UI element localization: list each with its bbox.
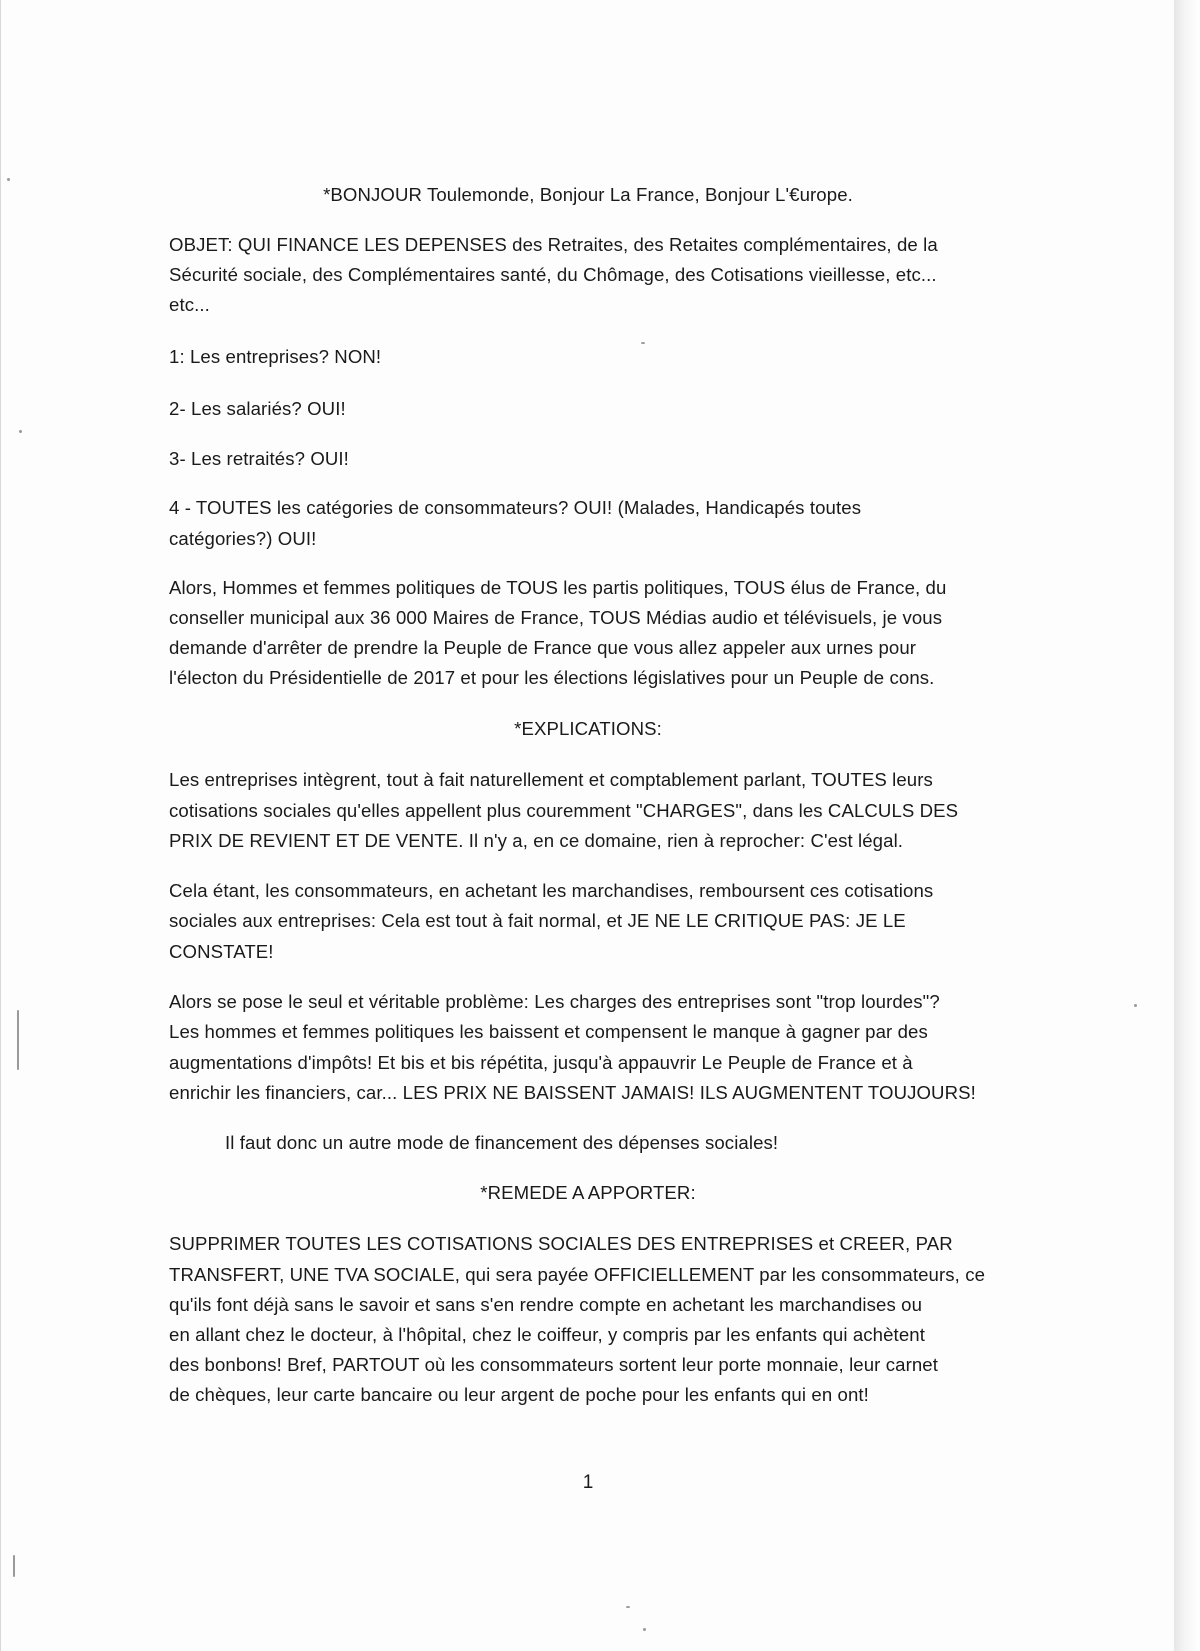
supprimer-line-1: SUPPRIMER TOUTES LES COTISATIONS SOCIALES DES ENTREPRISES et CREER, PAR <box>169 1233 953 1254</box>
supprimer-line-4: en allant chez le docteur, à l'hôpital, chez le coiffeur, y compris par les enfants qui achètent <box>169 1324 925 1345</box>
entreprises-line-2: cotisations sociales qu'elles appellent plus couremment "CHARGES", dans les CALCULS DES <box>169 800 959 821</box>
entreprises-line-3: PRIX DE REVIENT ET DE VENTE. Il n'y a, en ce domaine, rien à reprocher: C'est légal. <box>169 830 904 851</box>
objet-line-1: OBJET: QUI FINANCE LES DEPENSES des Retraites, des Retaites complémentaires, de la <box>169 234 938 255</box>
alors-line-3: demande d'arrêter de prendre la Peuple de France que vous allez appeler aux urnes pour <box>169 637 917 658</box>
list-item-2: 2- Les salariés? OUI! <box>169 398 346 419</box>
cela-line-1: Cela étant, les consommateurs, en achetant les marchandises, remboursent ces cotisations <box>169 880 934 901</box>
il-faut-line: Il faut donc un autre mode de financement des dépenses sociales! <box>225 1132 779 1153</box>
greeting-line: *BONJOUR Toulemonde, Bonjour La France, Bonjour L'€urope. <box>323 184 853 205</box>
cela-line-3: CONSTATE! <box>169 941 274 962</box>
probleme-line-4: enrichir les financiers, car... LES PRIX NE BAISSENT JAMAIS! ILS AUGMENTENT TOUJOURS! <box>169 1082 976 1103</box>
supprimer-line-6: de chèques, leur carte bancaire ou leur argent de poche pour les enfants qui en ont! <box>169 1384 869 1405</box>
cela-line-2: sociales aux entreprises: Cela est tout à fait normal, et JE NE LE CRITIQUE PAS: JE LE <box>169 910 906 931</box>
list-item-4-line-2: catégories?) OUI! <box>169 528 317 549</box>
scan-edge-shadow <box>1174 0 1200 1651</box>
alors-line-4: l'électon du Présidentielle de 2017 et pour les élections législatives pour un Peuple de cons. <box>169 667 935 688</box>
list-item-3: 3- Les retraités? OUI! <box>169 448 349 469</box>
scan-speck <box>1134 1004 1137 1007</box>
scan-speck <box>643 1628 646 1631</box>
objet-line-2: Sécurité sociale, des Complémentaires santé, du Chômage, des Cotisations vieillesse, etc... <box>169 264 937 285</box>
alors-line-1: Alors, Hommes et femmes politiques de TOUS les partis politiques, TOUS élus de France, du <box>169 577 947 598</box>
scan-speck <box>7 178 10 181</box>
entreprises-line-1: Les entreprises intègrent, tout à fait naturellement et comptablement parlant, TOUTES leurs <box>169 769 933 790</box>
scan-speck <box>19 430 22 433</box>
supprimer-line-2: TRANSFERT, UNE TVA SOCIALE, qui sera payée OFFICIELLEMENT par les consommateurs, ce <box>169 1264 986 1285</box>
scan-speck <box>626 1606 630 1608</box>
explications-heading: *EXPLICATIONS: <box>514 718 662 739</box>
probleme-line-3: augmentations d'impôts! Et bis et bis répétita, jusqu'à appauvrir Le Peuple de France et à <box>169 1052 913 1073</box>
remede-heading: *REMEDE A APPORTER: <box>480 1182 696 1203</box>
probleme-line-1: Alors se pose le seul et véritable problème: Les charges des entreprises sont "trop lourdes"? <box>169 991 940 1012</box>
supprimer-line-5: des bonbons! Bref, PARTOUT où les consommateurs sortent leur porte monnaie, leur carnet <box>169 1354 939 1375</box>
list-item-4-line-1: 4 - TOUTES les catégories de consommateurs? OUI! (Malades, Handicapés toutes <box>169 497 862 518</box>
probleme-line-2: Les hommes et femmes politiques les baissent et compensent le manque à gagner par des <box>169 1021 928 1042</box>
alors-line-2: conseller municipal aux 36 000 Maires de France, TOUS Médias audio et télévisuels, je vous <box>169 607 943 628</box>
page-number: 1 <box>582 1472 594 1493</box>
objet-line-3: etc... <box>169 294 210 315</box>
scan-mark <box>17 1010 19 1070</box>
supprimer-line-3: qu'ils font déjà sans le savoir et sans s'en rendre compte en achetant les marchandises ou <box>169 1294 923 1315</box>
list-item-1: 1: Les entreprises? NON! <box>169 346 382 367</box>
scan-mark <box>13 1555 15 1577</box>
scan-speck <box>641 342 645 344</box>
